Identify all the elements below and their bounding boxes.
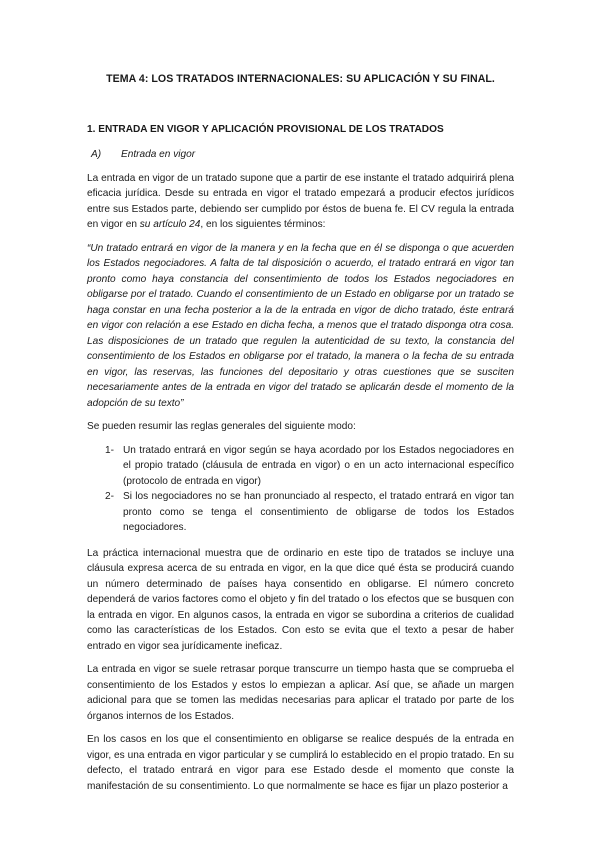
paragraph-delay: La entrada en vigor se suele retrasar porque transcurre un tiempo hasta que se comprueba el consentimiento de los Estados y estos lo empiezan a aplicar. Así que, se añade un margen adicional para que se tomen las medidas necesarias para aplicar el tratado por parte de los órganos internos de los Estados. [87,664,514,722]
list-item-number: 1- [105,444,114,456]
subsection-label: Entrada en vigor [121,149,196,160]
subsection-heading [87,147,514,163]
subsection-letter: A) [91,149,102,160]
rules-intro: Se pueden resumir las reglas generales del siguiente modo: [87,421,356,432]
paragraph-practice: La práctica internacional muestra que de ordinario en este tipo de tratados se incluye una cláusula expresa acerca de su entrada en vigor, en la que dice qué ésta se producirá cuando un número determinado de países haya consentido en obligarse. El número concreto dependerá de varios factores como el objeto y fin del tratado o los efectos que se busquen con la entrada en vigor. En algunos casos, la entrada en vigor se subordina a criterios de cualidad como las características de los Estados. Con esto se evita que el texto a pesar de haber entrado en vigor sea jurídicamente ineficaz. [87,547,514,652]
rules-list [87,443,514,536]
document-title: TEMA 4: LOS TRATADOS INTERNACIONALES: SU APLICACIÓN Y SU FINAL. [106,73,495,85]
paragraph-intro-text-after: , en los siguientes términos: [200,219,326,230]
paragraph-intro-text-before: La entrada en vigor de un tratado supone que a partir de ese instante el tratado adquirirá plena eficacia jurídica. Desde su entrada en vigor el tratado empezará a producir efectos jurídicos entre sus Estados parte, debiendo ser cumplido por éstos de buena fe. El CV regula la entrada en vigor en [87,172,514,230]
list-item [105,489,514,536]
list-item [105,443,514,490]
list-item-text: Si los negociadores no se han pronunciado al respecto, el tratado entrará en vigor tan pronto como se tenga el consentimiento de obligarse de todos los Estados negociadores. [123,491,514,533]
paragraph-intro [87,171,514,233]
paragraph-late-consent: En los casos en los que el consentimiento en obligarse se realice después de la entrada en vigor, es una entrada en vigor particular y se cumplirá lo establecido en el propio tratado. En su defecto, el tratado entrará en vigor para ese Estado desde el momento que conste la manifestación de su consentimiento. Lo que normalmente se hace es fijar un plazo posterior a [87,734,514,792]
list-item-text: Un tratado entrará en vigor según se haya acordado por los Estados negociadores en el propio tratado (cláusula de entrada en vigor) o en un acto internacional específico (protocolo de entrada en vigor) [123,444,514,487]
section-heading: 1. ENTRADA EN VIGOR Y APLICACIÓN PROVISIONAL DE LOS TRATADOS [87,123,444,135]
list-item-number: 2- [105,491,114,502]
article-reference: su artículo 24 [139,219,201,230]
article-quote: “Un tratado entrará en vigor de la manera y en la fecha que en él se disponga o que acuerden los Estados negociadores. A falta de tal disposición o acuerdo, el tratado entrará en vigor tan pronto como haya constancia del consentimiento de todos los Estados negociadores en obligarse por el tratado. Cuando el consentimiento de un Estado en obligarse por un tratado se haga constar en una fecha posterior a la de la entrada en vigor de dicho tratado, éste entrará en vigor con relación a ese Estado en dicha fecha, a menos que el tratado disponga otra cosa. Las disposiciones de un tratado que regulen la autenticidad de su texto, la constancia del consentimiento de los Estados en obligarse por el tratado, la manera o la fecha de su entrada en vigor, las reservas, las funciones del depositario y otras cuestiones que se susciten necesariamente antes de la entrada en vigor del tratado se aplicarán desde el momento de la adopción de su texto” [87,242,514,409]
